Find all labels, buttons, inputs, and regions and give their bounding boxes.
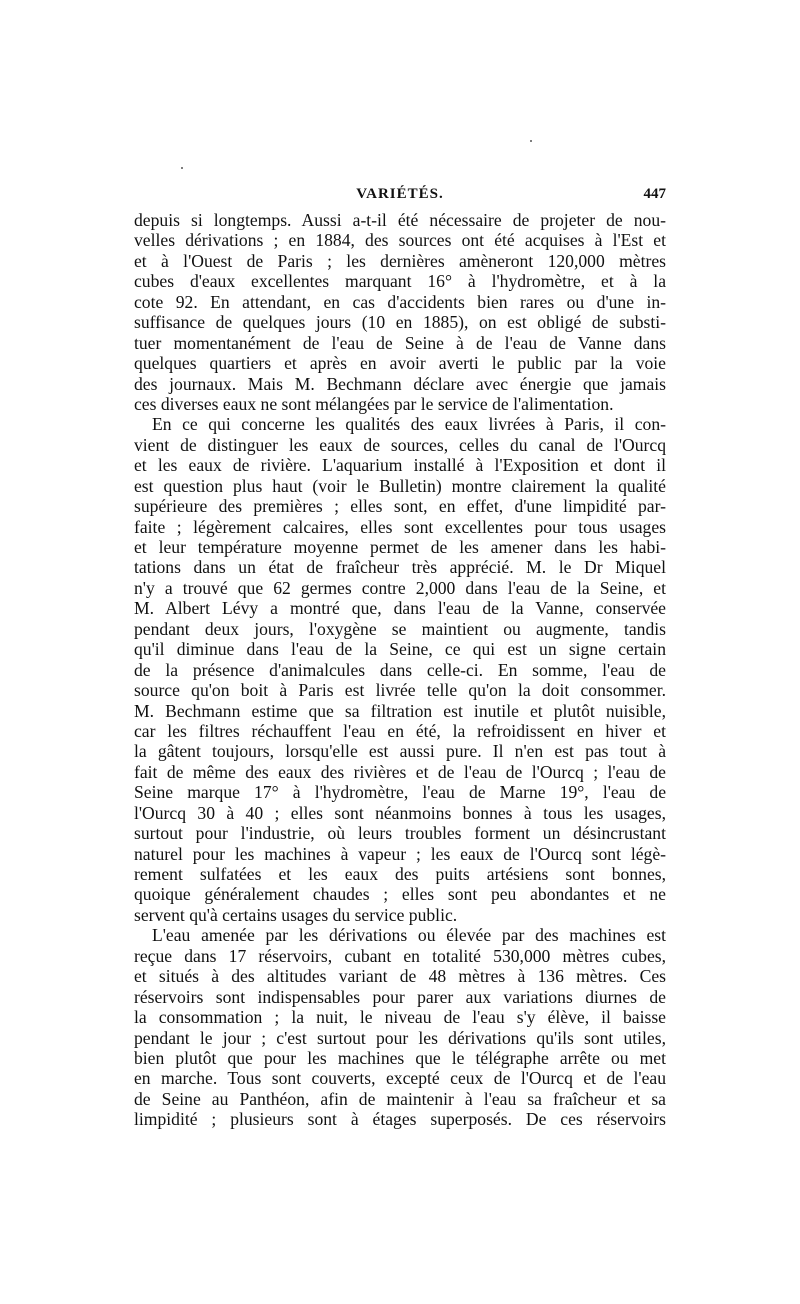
text-line: M. Albert Lévy a montré que, dans l'eau de la Vanne, conservée: [134, 598, 666, 619]
text-line: Seine marque 17° à l'hydromètre, l'eau de Marne 19°, l'eau de: [134, 782, 666, 803]
text-line: naturel pour les machines à vapeur ; les eaux de l'Ourcq sont légè-: [134, 843, 666, 864]
text-line: faite ; légèrement calcaires, elles sont excellentes pour tous usages: [134, 516, 666, 537]
text-line: et les eaux de rivière. L'aquarium installé à l'Exposition et dont il: [134, 455, 666, 476]
text-line: reçue dans 17 réservoirs, cubant en totalité 530,000 mètres cubes,: [134, 945, 666, 966]
text-line: de la présence d'animalcules dans celle-ci. En somme, l'eau de: [134, 659, 666, 680]
text-line: quelques quartiers et après en avoir averti le public par la voie: [134, 353, 666, 374]
text-line: limpidité ; plusieurs sont à étages superposés. De ces réservoirs: [134, 1109, 666, 1130]
text-line: qu'il diminue dans l'eau de la Seine, ce qui est un signe certain: [134, 639, 666, 660]
text-line: bien plutôt que pour les machines que le télégraphe arrête ou met: [134, 1047, 666, 1068]
text-line: servent qu'à certains usages du service public.: [134, 904, 458, 925]
text-line: rement sulfatées et les eaux des puits artésiens sont bonnes,: [134, 864, 666, 884]
text-line: des journaux. Mais M. Bechmann déclare avec énergie que jamais: [134, 373, 666, 394]
text-line: fait de même des eaux des rivières et de l'eau de l'Ourcq ; l'eau de: [134, 761, 666, 782]
text-line: suffisance de quelques jours (10 en 1885), on est obligé de substi-: [134, 312, 666, 333]
text-line: depuis si longtemps. Aussi a-t-il été nécessaire de projeter de nou-: [134, 210, 666, 230]
text-line: et situés à des altitudes variant de 48 mètres à 136 mètres. Ces: [134, 966, 666, 987]
text-line: source qu'on boit à Paris est livrée telle qu'on la doit consommer.: [134, 680, 666, 701]
text-line: cubes d'eaux excellentes marquant 16° à l'hydromètre, et à la: [134, 271, 666, 292]
body-text: [134, 210, 666, 1130]
text-line: vient de distinguer les eaux de sources, celles du canal de l'Ourcq: [134, 434, 666, 455]
text-line: pendant le jour ; c'est surtout pour les dérivations qu'ils sont utiles,: [134, 1027, 666, 1048]
text-line: la consommation ; la nuit, le niveau de l'eau s'y élève, il baisse: [134, 1007, 666, 1028]
text-line: et leur température moyenne permet de les amener dans les habi-: [134, 537, 666, 557]
page-number: 447: [643, 186, 666, 202]
running-head: [134, 186, 666, 208]
text-line: surtout pour l'industrie, où leurs troubles forment un désincrustant: [134, 823, 666, 844]
paper-speck: [530, 140, 532, 142]
text-line: En ce qui concerne les qualités des eaux livrées à Paris, il con-: [152, 414, 666, 435]
paper-speck: [181, 167, 183, 169]
text-line: ces diverses eaux ne sont mélangées par le service de l'alimentation.: [134, 393, 614, 414]
text-line: pendant deux jours, l'oxygène se maintient ou augmente, tandis: [134, 618, 666, 639]
text-line: en marche. Tous sont couverts, excepté ceux de l'Ourcq et de l'eau: [134, 1068, 666, 1089]
text-line: tations dans un état de fraîcheur très apprécié. M. le Dr Miquel: [134, 557, 666, 578]
text-line: car les filtres réchauffent l'eau en été, la refroidissent en hiver et: [134, 720, 666, 741]
text-line: supérieure des premières ; elles sont, en effet, d'une limpidité par-: [134, 496, 666, 517]
text-line: M. Bechmann estime que sa filtration est inutile et plutôt nuisible,: [134, 700, 666, 721]
text-line: l'Ourcq 30 à 40 ; elles sont néanmoins bonnes à tous les usages,: [134, 802, 666, 823]
text-line: tuer momentanément de l'eau de Seine à de l'eau de Vanne dans: [134, 332, 666, 353]
running-head-title: VARIÉTÉS.: [356, 186, 444, 202]
text-line: est question plus haut (voir le Bulletin) montre clairement la qualité: [134, 475, 666, 496]
text-line: n'y a trouvé que 62 germes contre 2,000 dans l'eau de la Seine, et: [134, 577, 666, 598]
text-line: L'eau amenée par les dérivations ou élevée par des machines est: [152, 925, 666, 946]
text-line: la gâtent toujours, lorsqu'elle est aussi pure. Il n'en est pas tout à: [134, 741, 666, 762]
text-line: velles dérivations ; en 1884, des sources ont été acquises à l'Est et: [134, 230, 666, 251]
text-line: et à l'Ouest de Paris ; les dernières amèneront 120,000 mètres: [134, 250, 666, 271]
text-line: de Seine au Panthéon, afin de maintenir à l'eau sa fraîcheur et sa: [134, 1088, 666, 1109]
text-line: quoique généralement chaudes ; elles sont peu abondantes et ne: [134, 884, 666, 905]
text-line: cote 92. En attendant, en cas d'accidents bien rares ou d'une in-: [134, 291, 666, 312]
text-line: réservoirs sont indispensables pour parer aux variations diurnes de: [134, 986, 666, 1007]
